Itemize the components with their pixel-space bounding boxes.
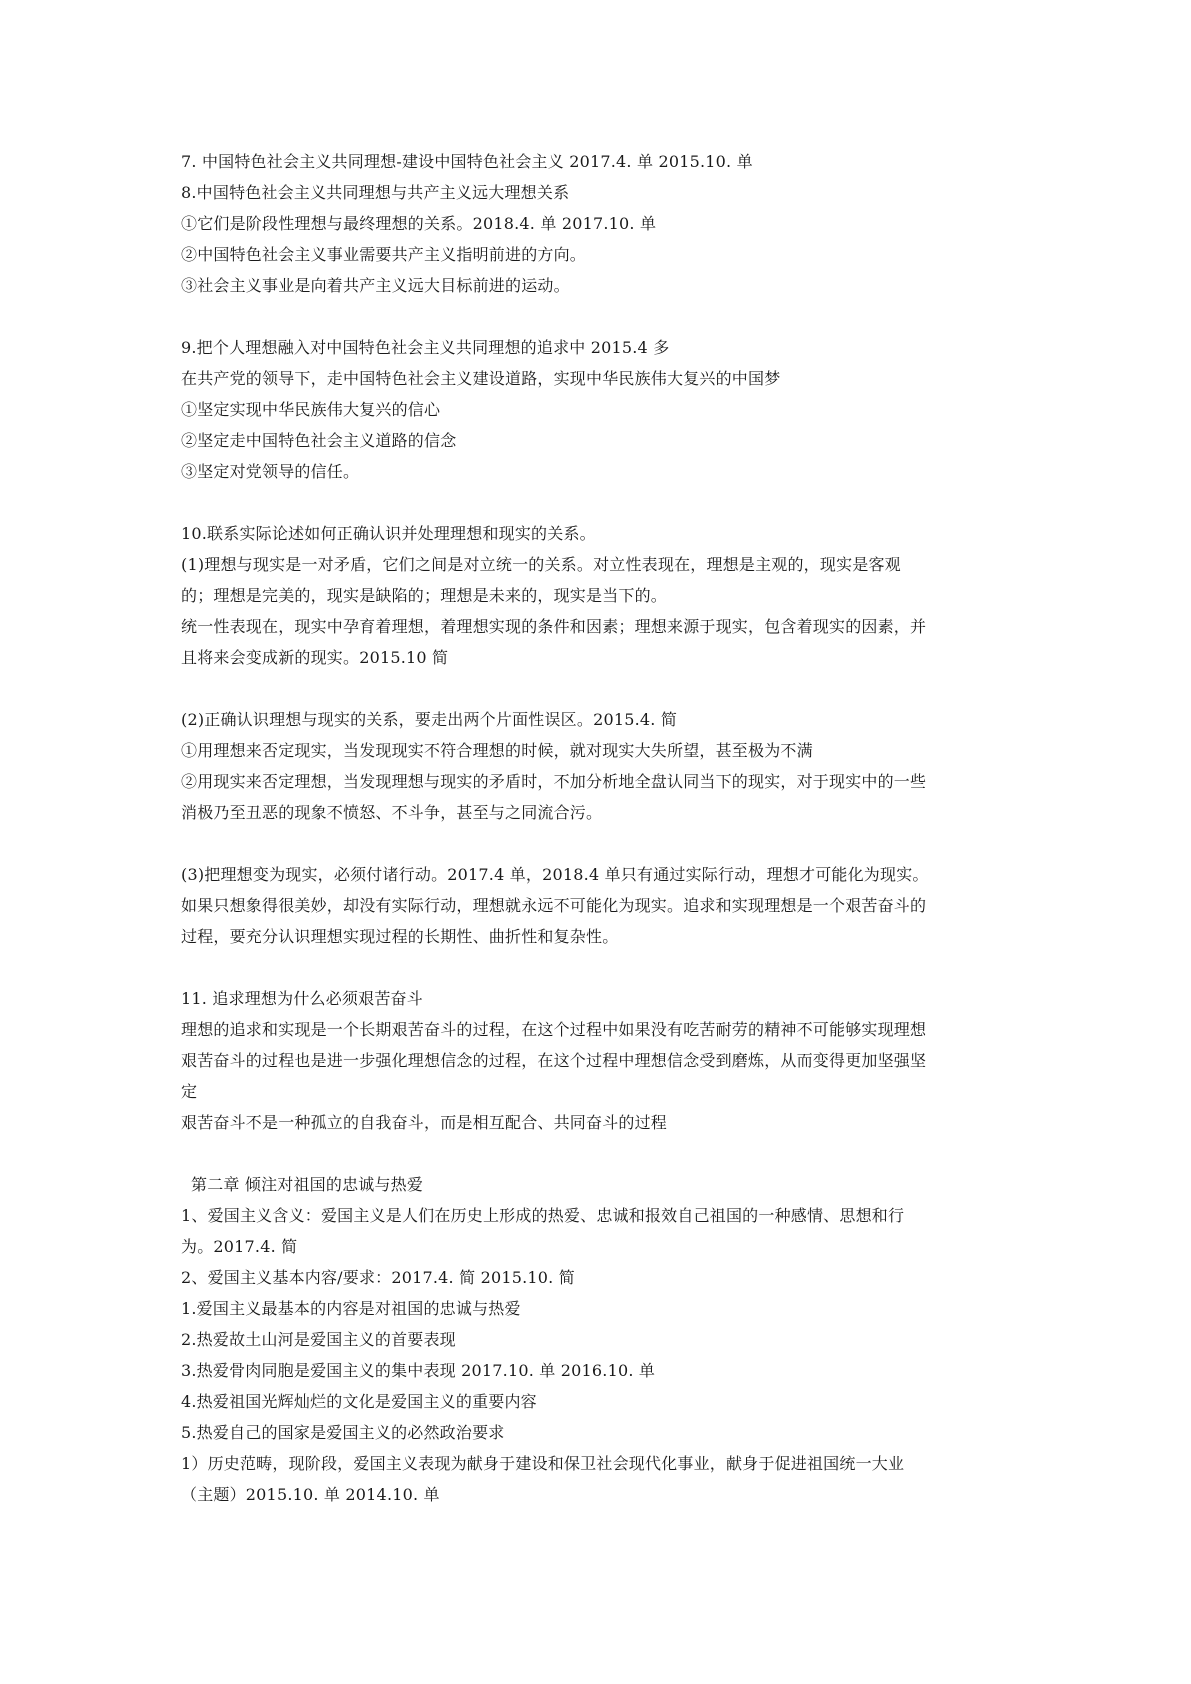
section-heading: 8.中国特色社会主义共同理想与共产主义远大理想关系 [181,183,570,202]
text-line: 定 [181,1082,198,1101]
text-line: (1)理想与现实是一对矛盾，它们之间是对立统一的关系。对立性表现在，理想是主观的，现实是客观 [181,555,901,574]
blank-line [181,487,1021,518]
blank-line [181,1138,1021,1169]
text-line: ③坚定对党领导的信任。 [181,462,360,481]
text-line: 3.热爱骨肉同胞是爱国主义的集中表现 2017.10. 单 2016.10. 单 [181,1361,656,1380]
blank-line [181,828,1021,859]
text-line: ①它们是阶段性理想与最终理想的关系。2018.4. 单 2017.10. 单 [181,214,657,233]
text-line: 消极乃至丑恶的现象不愤怒、不斗争，甚至与之同流合污。 [181,803,603,822]
blank-line [181,673,1021,704]
text-line: ②坚定走中国特色社会主义道路的信念 [181,431,457,450]
text-line: ③社会主义事业是向着共产主义远大目标前进的运动。 [181,276,570,295]
text-line: 1、爱国主义含义：爱国主义是人们在历史上形成的热爱、忠诚和报效自己祖国的一种感情、思想和行 [181,1206,905,1225]
text-line: ①坚定实现中华民族伟大复兴的信心 [181,400,441,419]
text-line: ②中国特色社会主义事业需要共产主义指明前进的方向。 [181,245,587,264]
section-heading: 11. 追求理想为什么必须艰苦奋斗 [181,989,423,1008]
chapter-heading: 第二章 倾注对祖国的忠诚与热爱 [191,1175,424,1194]
text-line: 为。2017.4. 简 [181,1237,298,1256]
text-line: 的；理想是完美的，现实是缺陷的；理想是未来的，现实是当下的。 [181,586,668,605]
section-heading: 9.把个人理想融入对中国特色社会主义共同理想的追求中 2015.4 多 [181,338,670,357]
text-line: 理想的追求和实现是一个长期艰苦奋斗的过程，在这个过程中如果没有吃苦耐劳的精神不可能够实现理想 [181,1020,927,1039]
section-heading: 10.联系实际论述如何正确认识并处理理想和现实的关系。 [181,524,596,543]
text-line: 2、爱国主义基本内容/要求：2017.4. 简 2015.10. 简 [181,1268,575,1287]
text-line: ②用现实来否定理想，当发现理想与现实的矛盾时，不加分析地全盘认同当下的现实，对于现实中的一些 [181,772,927,791]
text-line: 在共产党的领导下，走中国特色社会主义建设道路，实现中华民族伟大复兴的中国梦 [181,369,781,388]
text-line: 统一性表现在，现实中孕育着理想，着理想实现的条件和因素；理想来源于现实，包含着现实的因素，并 [181,617,927,636]
document-body [181,146,1021,1510]
text-line: (3)把理想变为现实，必须付诸行动。2017.4 单，2018.4 单只有通过实际行动，理想才可能化为现实。 [181,865,929,884]
text-line: 1.爱国主义最基本的内容是对祖国的忠诚与热爱 [181,1299,521,1318]
text-line: ①用理想来否定现实，当发现现实不符合理想的时候，就对现实大失所望，甚至极为不满 [181,741,813,760]
text-line: 如果只想象得很美妙，却没有实际行动，理想就永远不可能化为现实。追求和实现理想是一个艰苦奋斗的 [181,896,927,915]
text-line: 1）历史范畴，现阶段，爱国主义表现为献身于建设和保卫社会现代化事业，献身于促进祖国统一大业 [181,1454,905,1473]
text-line: 艰苦奋斗的过程也是进一步强化理想信念的过程，在这个过程中理想信念受到磨炼，从而变得更加坚强坚 [181,1051,927,1070]
text-line: 过程，要充分认识理想实现过程的长期性、曲折性和复杂性。 [181,927,619,946]
blank-line [181,952,1021,983]
text-line: 4.热爱祖国光辉灿烂的文化是爱国主义的重要内容 [181,1392,537,1411]
blank-line [181,301,1021,332]
text-line: 艰苦奋斗不是一种孤立的自我奋斗，而是相互配合、共同奋斗的过程 [181,1113,668,1132]
text-line: (2)正确认识理想与现实的关系，要走出两个片面性误区。2015.4. 简 [181,710,678,729]
text-line: （主题）2015.10. 单 2014.10. 单 [181,1485,440,1504]
text-line: 且将来会变成新的现实。2015.10 简 [181,648,449,667]
text-line: 7. 中国特色社会主义共同理想-建设中国特色社会主义 2017.4. 单 2015.10. 单 [181,152,753,171]
text-line: 2.热爱故土山河是爱国主义的首要表现 [181,1330,456,1349]
text-line: 5.热爱自己的国家是爱国主义的必然政治要求 [181,1423,505,1442]
